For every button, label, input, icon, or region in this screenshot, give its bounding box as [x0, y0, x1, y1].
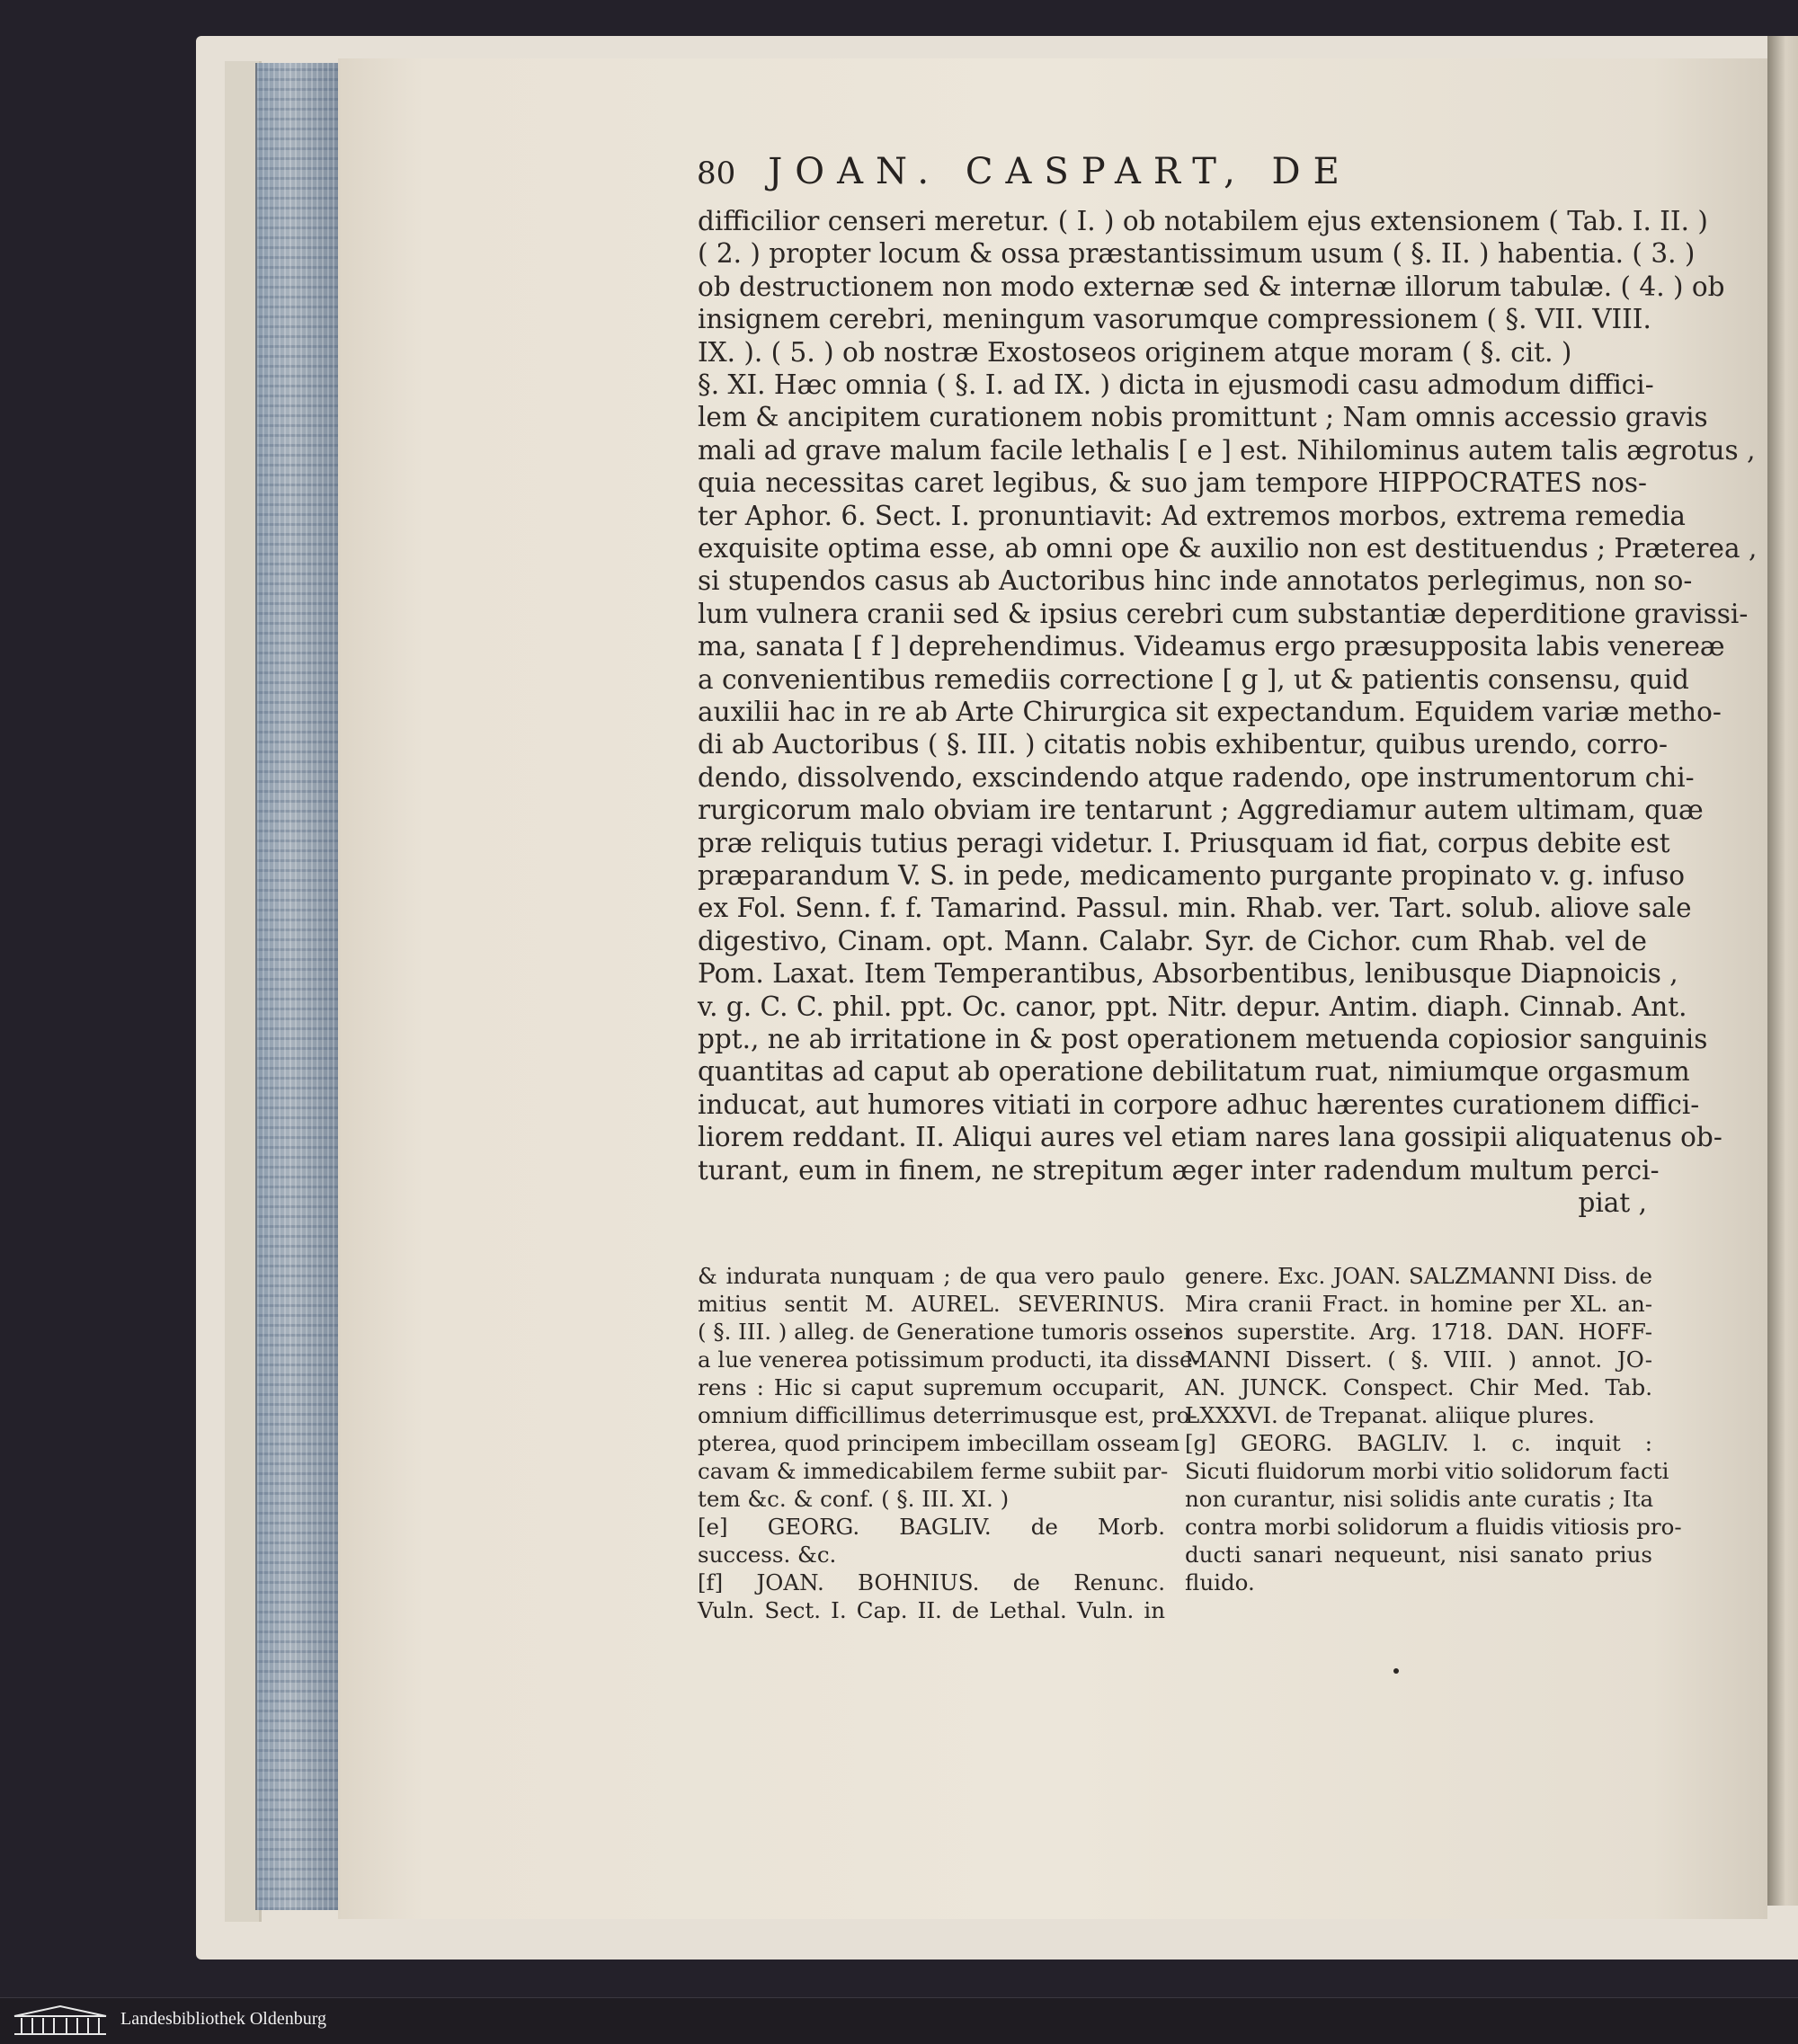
footnote-line: a lue venerea potissimum producti, ita disse- — [698, 1346, 1200, 1373]
footnote-line: genere. Exc. JOAN. SALZMANNI Diss. de — [1185, 1263, 1652, 1289]
running-head-title: JOAN. CASPART, DE — [768, 151, 1352, 192]
body-line: præ reliquis tutius peragi videtur. I. Priusquam id fiat, corpus debite est — [698, 827, 1670, 858]
footnote-line: rens : Hic si caput supremum occuparit, — [698, 1374, 1165, 1400]
body-line: rurgicorum malo obviam ire tentarunt ; Aggrediamur autem ultimam, quæ — [698, 795, 1704, 826]
footnote-line: [f] JOAN. BOHNIUS. de Renunc. — [698, 1569, 1165, 1595]
body-line: liorem reddant. II. Aliqui aures vel etiam nares lana gossipii aliquatenus ob- — [698, 1122, 1722, 1153]
body-line: difficilior censeri meretur. ( I. ) ob notabilem ejus extensionem ( Tab. I. II. ) — [698, 206, 1708, 236]
footnote-line: fluido. — [1185, 1569, 1255, 1595]
footnote-line: nos superstite. Arg. 1718. DAN. HOFF- — [1185, 1319, 1652, 1345]
ink-speck — [1393, 1668, 1399, 1674]
footnote-line: Vuln. Sect. I. Cap. II. de Lethal. Vuln. in — [698, 1597, 1165, 1623]
body-line: ob destructionem non modo externæ sed & internæ illorum tabulæ. ( 4. ) ob — [698, 271, 1725, 302]
body-line: piat , — [1578, 1187, 1647, 1218]
body-line: auxilii hac in re ab Arte Chirurgica sit expectandum. Equidem variæ metho- — [698, 697, 1722, 727]
footnote-line: AN. JUNCK. Conspect. Chir Med. Tab. — [1185, 1374, 1652, 1400]
sprinkled-page-edges — [255, 63, 343, 1910]
body-line: ma, sanata [ f ] deprehendimus. Videamus ergo præsupposita labis venereæ — [698, 631, 1725, 662]
body-line: ppt., ne ab irritatione in & post operationem metuenda copiosior sanguinis — [698, 1024, 1708, 1054]
body-line: v. g. C. C. phil. ppt. Oc. canor, ppt. Nitr. depur. Antim. diaph. Cinnab. Ant. — [698, 991, 1687, 1022]
footnote-line: ( §. III. ) alleg. de Generatione tumoris ossei — [698, 1319, 1191, 1345]
running-header — [697, 151, 1650, 194]
body-line: inducat, aut humores vitiati in corpore adhuc hærentes curationem diffici- — [698, 1089, 1700, 1120]
footnotes-right-column — [1185, 1262, 1682, 1596]
footnote-line: LXXXVI. de Trepanat. aliique plures. — [1185, 1402, 1595, 1428]
body-line: Pom. Laxat. Item Temperantibus, Absorbentibus, lenibusque Diapnoicis , — [698, 958, 1678, 990]
page-number: 80 — [697, 156, 736, 191]
body-line: præparandum V. S. in pede, medicamento purgante propinato v. g. infuso — [698, 860, 1686, 891]
body-line: mali ad grave malum facile lethalis [ e ] est. Nihilominus autem talis ægrotus , — [698, 434, 1756, 466]
footnote-line: omnium difficillimus deterrimusque est, pro- — [698, 1402, 1197, 1428]
footnote-line: [e] GEORG. BAGLIV. de Morb. — [698, 1514, 1165, 1540]
body-line: ( 2. ) propter locum & ossa præstantissimum usum ( §. II. ) habentia. ( 3. ) — [698, 238, 1696, 270]
body-line: lum vulnera cranii sed & ipsius cerebri cum substantiæ deperditione gravissi- — [698, 598, 1749, 629]
body-line: quia necessitas caret legibus, & suo jam tempore HIPPOCRATES nos- — [698, 467, 1647, 499]
body-line: IX. ). ( 5. ) ob nostræ Exostoseos originem atque moram ( §. cit. ) — [698, 336, 1572, 368]
footnote-line: pterea, quod principem imbecillam osseam — [698, 1430, 1180, 1456]
body-line: ex Fol. Senn. f. f. Tamarind. Passul. min. Rhab. ver. Tart. solub. aliove sale — [698, 893, 1692, 924]
footnote-line: & indurata nunquam ; de qua vero paulo — [698, 1263, 1165, 1289]
footnote-line: cavam & immedicabilem ferme subiit par- — [698, 1458, 1169, 1484]
footnote-line: [g] GEORG. BAGLIV. l. c. inquit : — [1185, 1430, 1652, 1456]
footnote-line: non curantur, nisi solidis ante curatis ; Ita — [1185, 1486, 1654, 1512]
footnote-line: tem &c. & conf. ( §. III. XI. ) — [698, 1486, 1010, 1512]
footnote-line: contra morbi solidorum a fluidis vitiosis pro- — [1185, 1514, 1682, 1540]
book-gutter — [1767, 36, 1798, 1906]
body-line: ter Aphor. 6. Sect. I. pronuntiavit: Ad extremos morbos, extrema remedia — [698, 500, 1687, 531]
library-building-icon — [11, 2004, 110, 2038]
body-line: si stupendos casus ab Auctoribus hinc inde annotatos perlegimus, non so- — [698, 565, 1693, 597]
footnote-line: Mira cranii Fract. in homine per XL. an- — [1185, 1291, 1652, 1317]
footnote-line: mitius sentit M. AUREL. SEVERINUS. — [698, 1291, 1165, 1317]
body-line: lem & ancipitem curationem nobis promittunt ; Nam omnis accessio gravis — [698, 402, 1708, 433]
body-line: §. XI. Hæc omnia ( §. I. ad IX. ) dicta in ejusmodi casu admodum diffici- — [698, 369, 1654, 400]
footer-bar — [0, 1997, 1798, 2044]
body-line: di ab Auctoribus ( §. III. ) citatis nobis exhibentur, quibus urendo, corro- — [698, 729, 1668, 760]
body-line: a convenientibus remediis correctione [ g ], ut & patientis consensu, quid — [698, 663, 1689, 695]
body-line: turant, eum in finem, ne strepitum æger inter radendum multum perci- — [698, 1154, 1660, 1186]
footnote-line: success. &c. — [698, 1542, 837, 1568]
library-name: Landesbibliothek Oldenburg — [120, 2009, 327, 2029]
footnotes-left-column — [698, 1262, 1200, 1624]
body-line: exquisite optima esse, ab omni ope & auxilio non est destituendus ; Præterea , — [698, 533, 1758, 564]
footnote-line: MANNI Dissert. ( §. VIII. ) annot. JO- — [1185, 1346, 1652, 1373]
footnote-line: Sicuti fluidorum morbi vitio solidorum facti — [1185, 1458, 1669, 1484]
body-line: quantitas ad caput ab operatione debilitatum ruat, nimiumque orgasmum — [698, 1056, 1690, 1088]
body-line: digestivo, Cinam. opt. Mann. Calabr. Syr. de Cichor. cum Rhab. vel de — [698, 925, 1647, 956]
body-line: dendo, dissolvendo, exscindendo atque radendo, ope instrumentorum chi- — [698, 761, 1695, 793]
body-line: insignem cerebri, meningum vasorumque compressionem ( §. VII. VIII. — [698, 304, 1651, 335]
footnote-line: ducti sanari nequeunt, nisi sanato prius — [1185, 1542, 1652, 1568]
